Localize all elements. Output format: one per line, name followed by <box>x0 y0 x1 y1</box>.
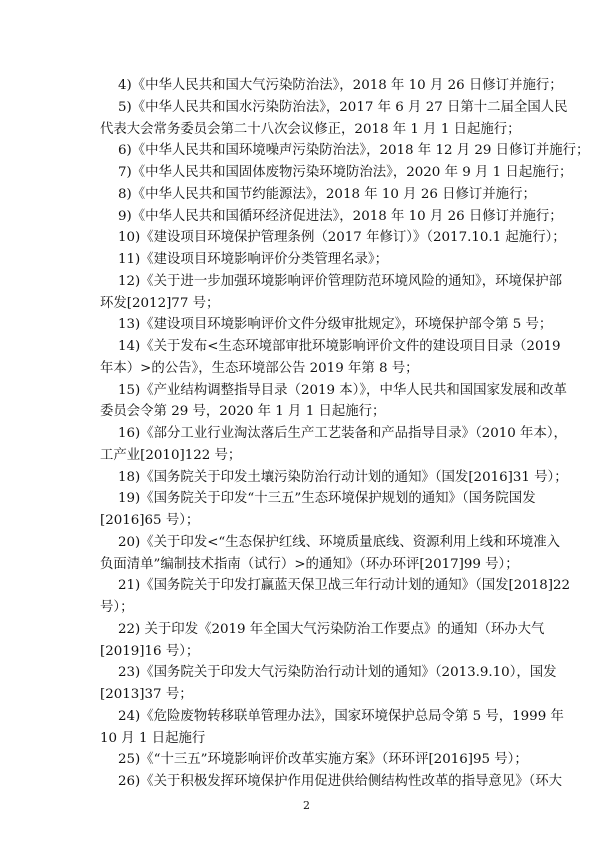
list-item-continuation: 年本）>的公告》，生态环境部公告 2019 年第 8 号； <box>100 360 419 376</box>
list-item: 13)《建设项目环境影响评价文件分级审批规定》，环境保护部令第 5 号； <box>118 317 553 333</box>
page-number: 2 <box>303 799 310 812</box>
list-item: 19)《国务院关于印发“十三五”生态环境保护规划的通知》（国务院国发 <box>118 491 536 507</box>
list-item: 23)《国务院关于印发大气污染防治行动计划的通知》（2013.9.10），国发 <box>118 665 557 681</box>
list-item-continuation: 负面清单”编制技术指南（试行）>的通知》（环办环评[2017]99 号）； <box>100 556 519 572</box>
list-item: 25)《“十三五”环境影响评价改革实施方案》（环环评[2016]95 号）； <box>118 752 528 768</box>
list-item: 5)《中华人民共和国水污染防治法》，2017 年 6 月 27 日第十二届全国人民 <box>118 99 568 115</box>
list-item-continuation: 代表大会常务委员会第二十八次会议修正，2018 年 1 月 1 日起施行； <box>100 121 521 137</box>
list-item-continuation: 委员会令第 29 号，2020 年 1 月 1 日起施行； <box>100 404 386 420</box>
list-item: 22) 关于印发《2019 年全国大气污染防治工作要点》的通知（环办大气 <box>118 621 545 637</box>
list-item: 8)《中华人民共和国节约能源法》，2018 年 10 月 26 日修订并施行； <box>118 186 536 202</box>
list-item: 6)《中华人民共和国环境噪声污染防治法》，2018 年 12 月 29 日修订并施行； <box>118 143 590 159</box>
list-item-continuation: 工产业[2010]122 号； <box>100 447 242 463</box>
list-item: 14)《关于发布<生态环境部审批环境影响评价文件的建设项目目录（2019 <box>118 339 561 354</box>
list-item: 9)《中华人民共和国循环经济促进法》，2018 年 10 月 26 日修订并施行； <box>118 208 563 224</box>
list-item: 12)《关于进一步加强环境影响评价管理防范环境风险的通知》，环境保护部 <box>118 273 563 289</box>
list-item: 24)《危险废物转移联单管理办法》，国家环境保护总局令第 5 号，1999 年 <box>118 708 564 724</box>
list-item: 10)《建设项目环境保护管理条例（2017 年修订）》（2017.10.1 起施行）； <box>118 230 566 246</box>
list-item: 11)《建设项目环境影响评价分类管理名录》； <box>118 252 388 267</box>
list-item: 26)《关于积极发挥环境保护作用促进供给侧结构性改革的指导意见》（环大 <box>118 774 563 789</box>
list-item: 4)《中华人民共和国大气污染防治法》，2018 年 10 月 26 日修订并施行； <box>118 78 563 93</box>
list-item: 20)《关于印发<“生态保护红线、环境质量底线、资源利用上线和环境准入 <box>118 534 561 550</box>
list-item-continuation: 10 月 1 日起施行 <box>100 730 206 746</box>
list-item: 7)《中华人民共和国固体废物污染环境防治法》，2020 年 9 月 1 日起施行； <box>118 165 573 180</box>
list-item-continuation: 环发[2012]77 号； <box>100 295 220 311</box>
list-item-continuation: [2016]65 号）； <box>100 513 200 528</box>
list-item-continuation: [2013]37 号； <box>100 687 193 702</box>
list-item: 15)《产业结构调整指导目录（2019 本）》，中华人民共和国国家发展和改革 <box>118 382 567 398</box>
list-item-continuation: 号）； <box>100 600 134 615</box>
list-item: 18)《国务院关于印发土壤污染防治行动计划的通知》（国发[2016]31 号）； <box>118 469 568 485</box>
list-item-continuation: [2019]16 号）； <box>100 643 200 659</box>
list-item: 21)《国务院关于印发打赢蓝天保卫战三年行动计划的通知》（国发[2018]22 <box>118 578 571 594</box>
list-item: 16)《部分工业行业淘汰落后生产工艺装备和产品指导目录》（2010 年本）， <box>118 426 567 441</box>
